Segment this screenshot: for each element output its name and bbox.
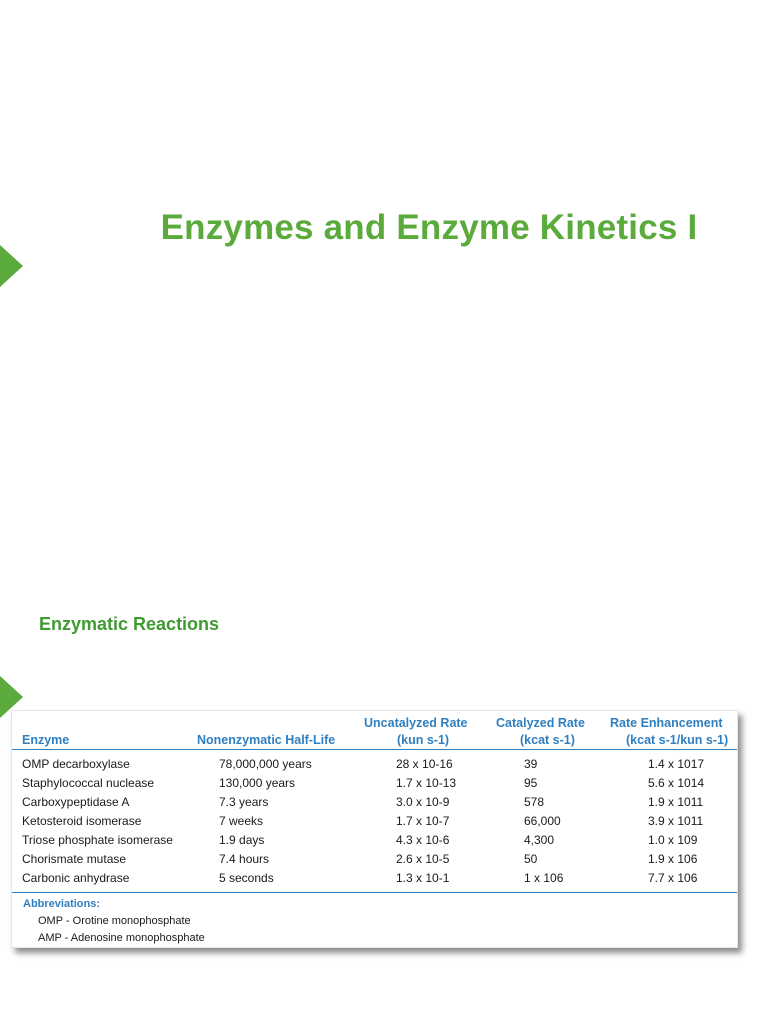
table-row [12, 812, 737, 831]
cell-enhancement: 1.4 x 1017 [648, 757, 705, 771]
cell-enzyme: Carboxypeptidase A [22, 795, 130, 809]
header-uncatalyzed-rate: Uncatalyzed Rate [364, 716, 468, 730]
cell-catalyzed: 39 [524, 757, 538, 771]
cell-uncatalyzed: 1.7 x 10-13 [396, 776, 457, 790]
cell-uncatalyzed: 28 x 10-16 [396, 757, 453, 771]
cell-uncatalyzed: 4.3 x 10-6 [396, 833, 450, 847]
cell-enhancement: 5.6 x 1014 [648, 776, 705, 790]
cell-catalyzed: 1 x 106 [524, 871, 564, 885]
section-heading: Enzymatic Reactions [39, 614, 220, 634]
cell-half-life: 78,000,000 years [219, 757, 312, 771]
header-uncatalyzed-units: (kun s-1) [397, 733, 450, 747]
header-rate-enhancement-units: (kcat s-1/kun s-1) [626, 733, 729, 747]
slide-marker-arrow-icon [0, 245, 23, 287]
abbreviations-title: Abbreviations: [23, 898, 101, 910]
cell-enhancement: 3.9 x 1011 [648, 814, 704, 828]
table-row [12, 755, 737, 774]
cell-half-life: 130,000 years [219, 776, 296, 790]
cell-uncatalyzed: 1.3 x 10-1 [396, 871, 450, 885]
cell-enhancement: 1.9 x 1011 [648, 795, 704, 809]
abbreviation-omp: OMP - Orotine monophosphate [38, 915, 191, 927]
cell-catalyzed: 4,300 [524, 833, 555, 847]
table-bottom-divider [12, 892, 737, 893]
header-catalyzed-rate: Catalyzed Rate [496, 716, 585, 730]
cell-enzyme: OMP decarboxylase [22, 757, 130, 771]
cell-catalyzed: 578 [524, 795, 545, 809]
table-row [12, 869, 737, 888]
header-rate-enhancement: Rate Enhancement [610, 716, 723, 730]
header-divider [12, 749, 737, 750]
cell-enzyme: Chorismate mutase [22, 852, 127, 866]
cell-enzyme: Triose phosphate isomerase [22, 833, 173, 847]
cell-catalyzed: 50 [524, 852, 538, 866]
cell-enzyme: Staphylococcal nuclease [22, 776, 155, 790]
cell-half-life: 7.3 years [219, 795, 269, 809]
table-row [12, 850, 737, 869]
cell-uncatalyzed: 1.7 x 10-7 [396, 814, 450, 828]
cell-catalyzed: 95 [524, 776, 538, 790]
slide-title: Enzymes and Enzyme Kinetics I [160, 208, 698, 247]
header-half-life: Nonenzymatic Half-Life [197, 733, 336, 747]
cell-half-life: 1.9 days [219, 833, 265, 847]
cell-half-life: 7.4 hours [219, 852, 270, 866]
cell-catalyzed: 66,000 [524, 814, 561, 828]
header-catalyzed-units: (kcat s-1) [520, 733, 575, 747]
abbreviation-amp: AMP - Adenosine monophosphate [38, 932, 205, 944]
header-enzyme: Enzyme [22, 733, 70, 747]
cell-uncatalyzed: 3.0 x 10-9 [396, 795, 450, 809]
enzyme-rate-table [11, 710, 738, 948]
cell-half-life: 7 weeks [219, 814, 264, 828]
cell-uncatalyzed: 2.6 x 10-5 [396, 852, 450, 866]
cell-enhancement: 7.7 x 106 [648, 871, 698, 885]
cell-enzyme: Ketosteroid isomerase [22, 814, 142, 828]
table-row [12, 793, 737, 812]
cell-enhancement: 1.9 x 106 [648, 852, 698, 866]
cell-half-life: 5 seconds [219, 871, 274, 885]
cell-enhancement: 1.0 x 109 [648, 833, 698, 847]
table-row [12, 831, 737, 850]
cell-enzyme: Carbonic anhydrase [22, 871, 130, 885]
table-row [12, 774, 737, 793]
